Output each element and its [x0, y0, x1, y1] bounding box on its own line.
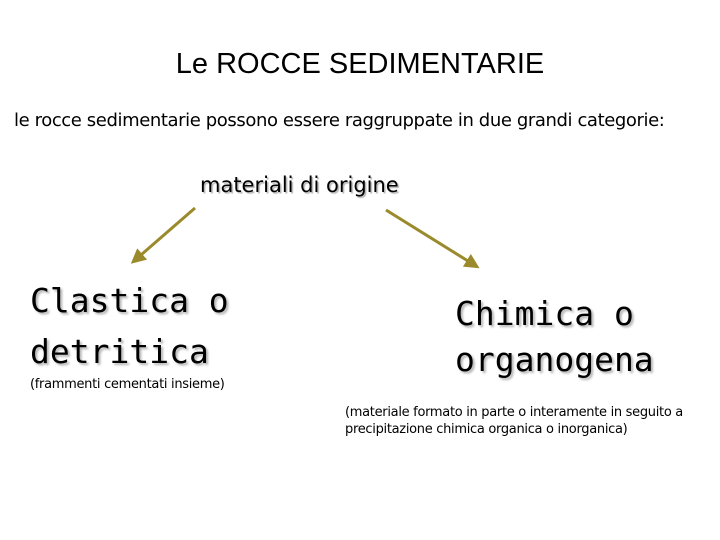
chimica-label-line1: Chimica o [455, 294, 634, 333]
intro-text: le rocce sedimentarie possono essere raggruppate in due grandi categorie: [14, 110, 665, 131]
clastica-note: (frammenti cementati insieme) [30, 377, 225, 392]
arrow-left [134, 208, 195, 261]
origin-label: materiali di origine [200, 173, 399, 197]
page-title: Le ROCCE SEDIMENTARIE [175, 48, 545, 80]
clastica-label-line2: detritica [30, 332, 209, 371]
chimica-note: (materiale formato in parte o interamente in seguito a precipitazione chimica organica o inorganica) [345, 405, 683, 437]
arrow-right [386, 210, 476, 266]
clastica-label-line1: Clastica o [30, 281, 229, 320]
chimica-label-line2: organogena [455, 340, 654, 379]
